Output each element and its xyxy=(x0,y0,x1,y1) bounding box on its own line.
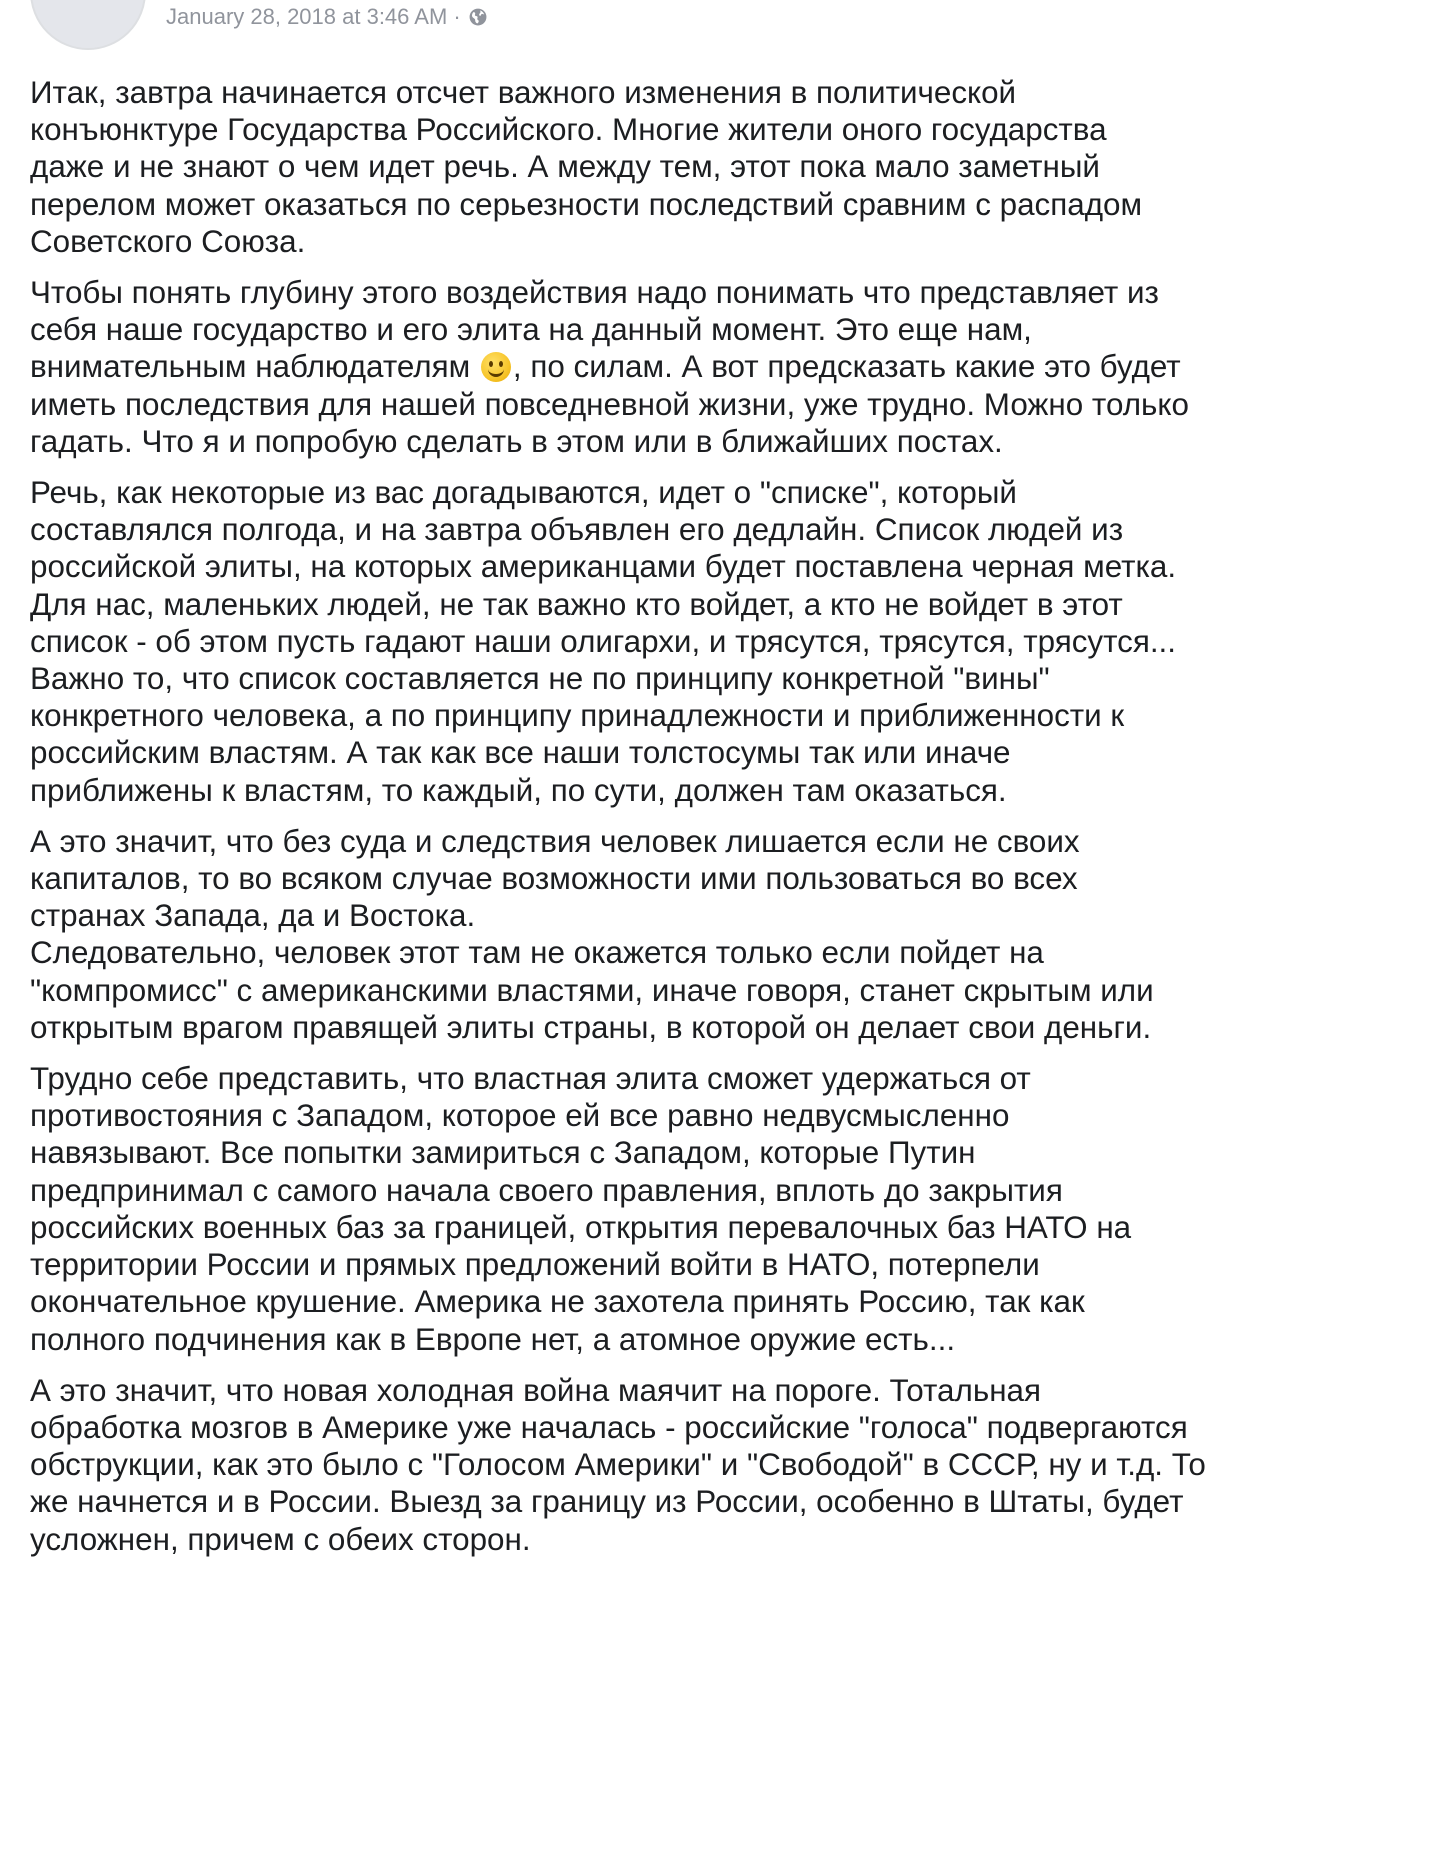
post-text-line: предпринимал с самого начала своего правления, вплоть до закрытия xyxy=(30,1172,1063,1208)
post-header xyxy=(30,0,1422,56)
post-text-line: Речь, как некоторые из вас догадываются, идет о "списке", который xyxy=(30,475,1017,511)
post-text-line: Советского Союза. xyxy=(30,223,306,259)
post-text-line: гадать. Что я и попробую сделать в этом или в ближайших постах. xyxy=(30,423,1003,459)
post-text-line: российских военных баз за границей, открытия перевалочных баз НАТО на xyxy=(30,1209,1132,1245)
post-text-line: же начнется и в России. Выезд за границу из России, особенно в Штаты, будет xyxy=(30,1484,1184,1520)
post-text-line: приближены к властям, то каждый, по сути, должен там оказаться. xyxy=(30,772,1007,808)
post-timestamp[interactable]: January 28, 2018 at 3:46 AM xyxy=(166,4,448,29)
post-paragraph xyxy=(30,74,1422,260)
post-text-line: А это значит, что новая холодная война маячит на пороге. Тотальная xyxy=(30,1372,1041,1408)
post-text-line: открытым врагом правящей элиты страны, в которой он делает свои деньги. xyxy=(30,1009,1152,1045)
globe-icon[interactable] xyxy=(469,8,487,26)
post-meta xyxy=(166,4,487,30)
post-text-line: российским властям. А так как все наши толстосумы так или иначе xyxy=(30,735,1011,771)
meta-separator: · xyxy=(453,4,461,29)
post-text-line: А это значит, что без суда и следствия человек лишается если не своих xyxy=(30,823,1080,859)
post-text-segment: внимательным наблюдателям xyxy=(30,349,479,385)
post-text-line: "компромисс" с американскими властями, иначе говоря, станет скрытым или xyxy=(30,972,1154,1008)
post-text-line: Важно то, что список составляется не по принципу конкретной "вины" xyxy=(30,661,1050,697)
post-text-line: Чтобы понять глубину этого воздействия надо понимать что представляет из xyxy=(30,275,1159,311)
post-paragraph xyxy=(30,1060,1422,1358)
post-text-line: даже и не знают о чем идет речь. А между тем, этот пока мало заметный xyxy=(30,149,1100,185)
post-text-line: усложнен, причем с обеих сторон. xyxy=(30,1521,531,1557)
post-text-line: полного подчинения как в Европе нет, а атомное оружие есть... xyxy=(30,1321,956,1357)
smiley-emoji-icon xyxy=(481,352,511,382)
post-text-line: иметь последствия для нашей повседневной жизни, уже трудно. Можно только xyxy=(30,386,1189,422)
post-text-line: противостояния с Западом, которое ей все равно недвусмысленно xyxy=(30,1098,1010,1134)
post-text-line: список - об этом пусть гадают наши олигархи, и трясутся, трясутся, трясутся... xyxy=(30,623,1176,659)
post-text-line: окончательное крушение. Америка не захотела принять Россию, так как xyxy=(30,1284,1085,1320)
post-paragraph xyxy=(30,474,1422,809)
post-text-line: конъюнктуре Государства Российского. Многие жители оного государства xyxy=(30,112,1107,148)
post-text-line: странах Запада, да и Востока. xyxy=(30,898,476,934)
post-text-line: себя наше государство и его элита на данный момент. Это еще нам, xyxy=(30,312,1032,348)
post-body xyxy=(30,74,1422,1572)
post-text-line: обработка мозгов в Америке уже началась - российские "голоса" подвергаются xyxy=(30,1409,1188,1445)
post-text-line xyxy=(30,348,1422,385)
post-text-line: перелом может оказаться по серьезности последствий сравним с распадом xyxy=(30,186,1143,222)
post-text-line: составлялся полгода, и на завтра объявлен его дедлайн. Список людей из xyxy=(30,512,1124,548)
post-text-line: российской элиты, на которых американцами будет поставлена черная метка. xyxy=(30,549,1177,585)
avatar[interactable] xyxy=(30,0,146,50)
post-text-segment: , по силам. А вот предсказать какие это будет xyxy=(512,349,1181,385)
post-paragraph xyxy=(30,274,1422,460)
post-text-line: капиталов, то во всяком случае возможности ими пользоваться во всех xyxy=(30,861,1078,897)
post-text-line: Следовательно, человек этот там не окажется только если пойдет на xyxy=(30,935,1044,971)
post-paragraph xyxy=(30,1372,1422,1558)
post-paragraph xyxy=(30,823,1422,1046)
post-text-line: конкретного человека, а по принципу принадлежности и приближенности к xyxy=(30,698,1125,734)
post-text-line: Для нас, маленьких людей, не так важно кто войдет, а кто не войдет в этот xyxy=(30,586,1123,622)
post-text-line: Итак, завтра начинается отсчет важного изменения в политической xyxy=(30,75,1017,110)
post-text-line: территории России и прямых предложений войти в НАТО, потерпели xyxy=(30,1247,1040,1283)
post-text-line: обструкции, как это было с "Голосом Америки" и "Свободой" в СССР, ну и т.д. То xyxy=(30,1447,1206,1483)
post-text-line: Трудно себе представить, что властная элита сможет удержаться от xyxy=(30,1061,1031,1097)
post-text-line: навязывают. Все попытки замириться с Западом, которые Путин xyxy=(30,1135,976,1171)
